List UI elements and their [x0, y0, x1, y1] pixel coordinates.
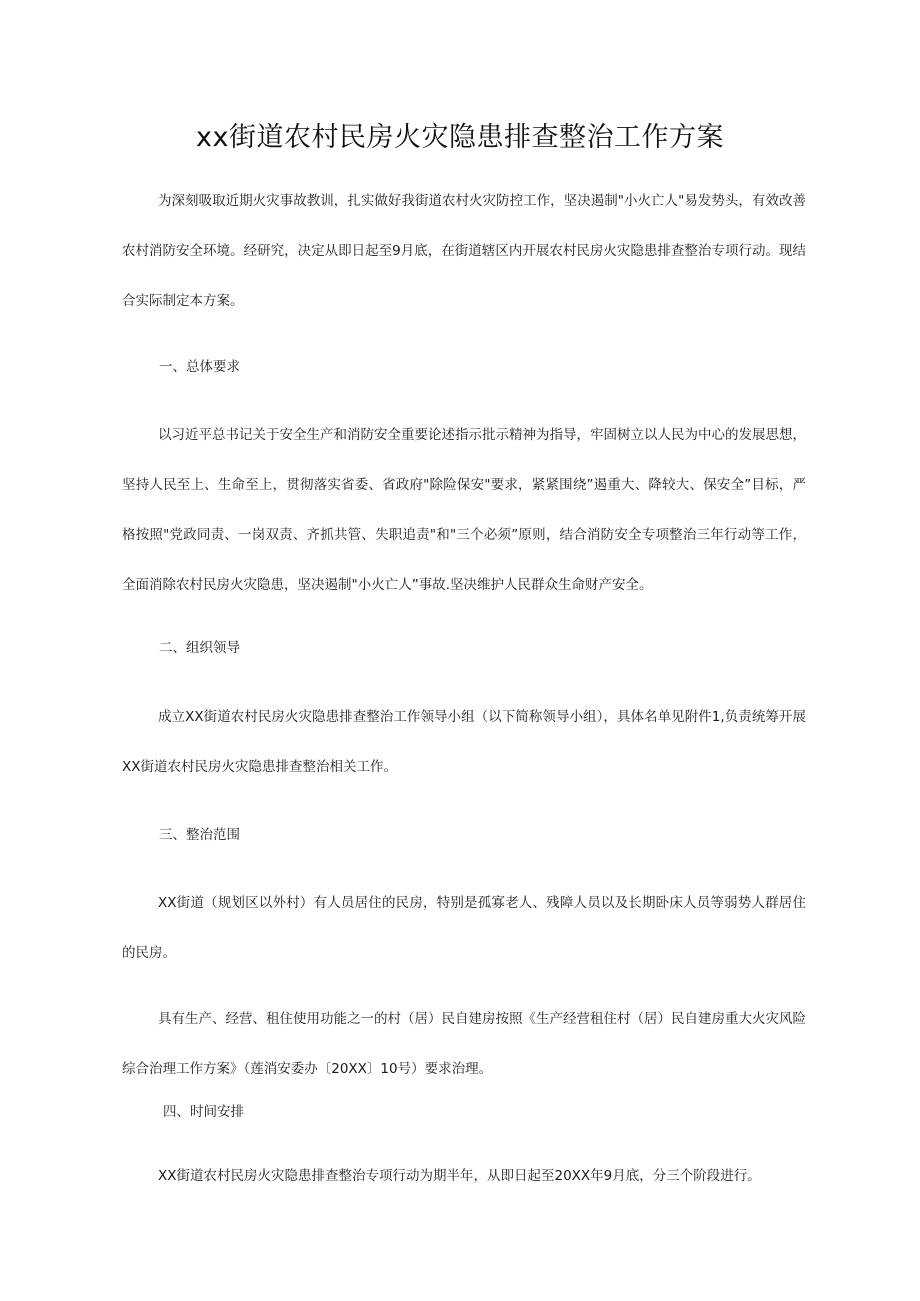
section-heading-scope: 三、整治范围: [159, 827, 240, 843]
section-heading-general-requirements: 一、总体要求: [159, 359, 240, 375]
general-requirements-paragraph: 以习近平总书记关于安全生产和消防安全重要论述指示批示精神为指导，牢固树立以人民为中心的发展思想，坚持人民至上、生命至上，贯彻落实省委、省政府"除险保安"要求，紧紧围绕”遏重大、降较大、保安全”目标，严格按照"党政同责、一岗双责、齐抓共管、失职追责"和"三个必须”原则，结合消防安全专项整治三年行动等工作，全面消除农村民房火灾隐患，坚决遏制"小火亡人”事故.坚决维护人民群众生命财产安全。: [122, 427, 806, 593]
organization-paragraph: 成立XX街道农村民房火灾隐患排查整治工作领导小组（以下简称领导小组），具体名单见附件1,负责统筹开展XX街道农村民房火灾隐患排查整治相关工作。: [122, 709, 806, 775]
schedule-paragraph: XX街道农村民房火灾隐患排查整治专项行动为期半年，从即日起至20XX年9月底，分三个阶段进行。: [158, 1168, 761, 1184]
section-heading-schedule: 四、时间安排: [163, 1104, 244, 1120]
document-title: xx街道农村民房火灾隐患排查整治工作方案: [196, 122, 724, 153]
scope-paragraph-self-built-houses: 具有生产、经营、租住使用功能之一的村（居）民自建房按照《生产经营租住村（居）民自建房重大火灾风险综合治理工作方案》（莲消安委办〔20XX〕10号）要求治理。: [122, 1011, 806, 1077]
section-heading-organization: 二、组织领导: [159, 640, 240, 656]
intro-paragraph: 为深刻吸取近期火灾事故教训，扎实做好我街道农村火灾防控工作，坚决遏制"小火亡人"易发势头，有效改善农村消防安全环境。经研究，决定从即日起至9月底，在街道辖区内开展农村民房火灾隐患排查整治专项行动。现结合实际制定本方案。: [122, 193, 806, 309]
scope-paragraph-residences: XX街道（规划区以外村）有人员居住的民房，特别是孤寡老人、残障人员以及长期卧床人员等弱势人群居住的民房。: [122, 895, 806, 961]
